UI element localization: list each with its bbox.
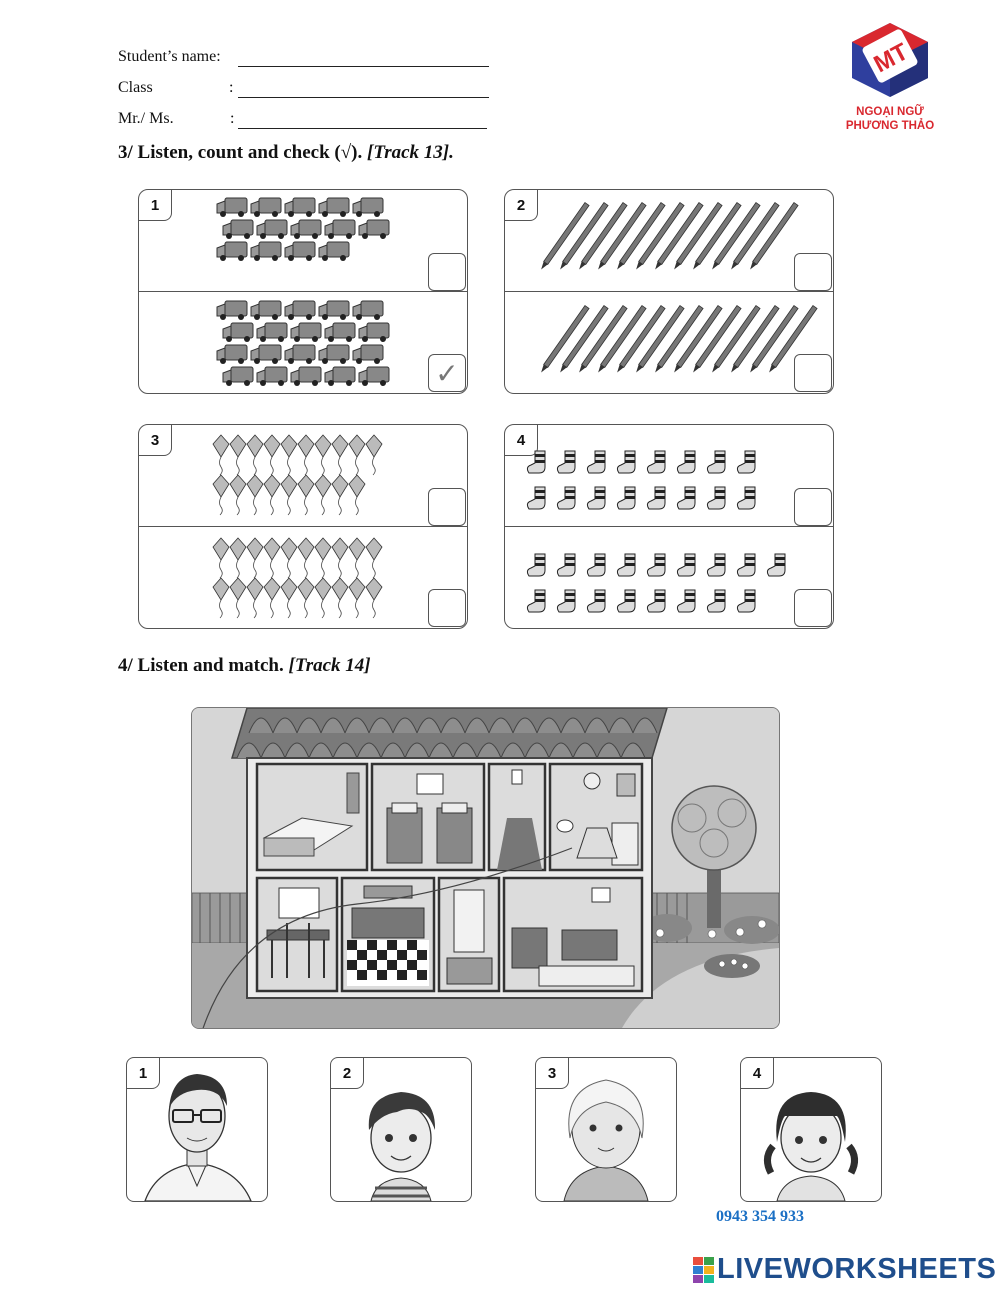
truck-item bbox=[353, 198, 383, 217]
kite-item bbox=[349, 538, 365, 578]
truck-item bbox=[223, 367, 253, 386]
kite-item bbox=[315, 435, 331, 475]
check-box-bottom[interactable] bbox=[428, 589, 466, 627]
sock-item bbox=[527, 554, 545, 576]
truck-item bbox=[291, 323, 321, 342]
sock-item bbox=[707, 590, 725, 612]
truck-item bbox=[319, 242, 349, 261]
liveworksheets-brand[interactable] bbox=[693, 1253, 996, 1286]
truck-item bbox=[353, 345, 383, 364]
person-number: 2 bbox=[331, 1058, 364, 1089]
truck-item bbox=[257, 367, 287, 386]
truck-item bbox=[319, 198, 349, 217]
sock-item bbox=[707, 451, 725, 473]
truck-item bbox=[285, 301, 315, 320]
sock-item bbox=[587, 451, 605, 473]
kite-item bbox=[281, 475, 297, 515]
phone-number: 0943 354 933 bbox=[716, 1208, 804, 1225]
count-panel-3 bbox=[138, 424, 468, 629]
sock-item bbox=[737, 451, 755, 473]
sock-item bbox=[737, 554, 755, 576]
check-box-top[interactable] bbox=[428, 488, 466, 526]
pencil-group-top bbox=[505, 190, 833, 290]
sock-item bbox=[527, 451, 545, 473]
sock-item bbox=[617, 487, 635, 509]
truck-item bbox=[291, 220, 321, 239]
truck-item bbox=[291, 367, 321, 386]
truck-group-top bbox=[139, 190, 467, 290]
check-box-bottom[interactable] bbox=[794, 589, 832, 627]
count-panel-4 bbox=[504, 424, 834, 629]
kite-item bbox=[298, 578, 314, 618]
kite-item bbox=[230, 435, 246, 475]
kite-item bbox=[264, 435, 280, 475]
kite-item bbox=[332, 538, 348, 578]
class-line[interactable] bbox=[238, 83, 489, 98]
truck-item bbox=[217, 345, 247, 364]
check-box-top[interactable] bbox=[794, 488, 832, 526]
sock-item bbox=[647, 487, 665, 509]
sock-item bbox=[647, 590, 665, 612]
truck-item bbox=[251, 345, 281, 364]
sock-item bbox=[707, 487, 725, 509]
truck-item bbox=[353, 301, 383, 320]
kite-item bbox=[298, 475, 314, 515]
kite-item bbox=[366, 578, 382, 618]
boy-figure bbox=[331, 1058, 471, 1201]
kite-item bbox=[247, 475, 263, 515]
exercise4-track: [Track 14] bbox=[288, 655, 371, 676]
grandmother-figure bbox=[536, 1058, 676, 1201]
count-panel-1 bbox=[138, 189, 468, 394]
truck-item bbox=[217, 198, 247, 217]
truck-item bbox=[285, 198, 315, 217]
logo-mark: MT bbox=[869, 38, 913, 79]
sock-item bbox=[737, 590, 755, 612]
truck-item bbox=[325, 323, 355, 342]
kite-item bbox=[230, 475, 246, 515]
pencil-group-bottom bbox=[505, 293, 833, 393]
teacher-colon: : bbox=[230, 110, 235, 127]
truck-item bbox=[223, 220, 253, 239]
truck-group-bottom bbox=[139, 293, 467, 393]
panel-number: 3 bbox=[139, 425, 172, 456]
panel-number: 2 bbox=[505, 190, 538, 221]
sock-item bbox=[557, 590, 575, 612]
kite-item bbox=[332, 578, 348, 618]
sock-item bbox=[707, 554, 725, 576]
logo-cube-icon bbox=[840, 18, 940, 100]
sock-item bbox=[677, 487, 695, 509]
count-panel-2 bbox=[504, 189, 834, 394]
kite-item bbox=[332, 435, 348, 475]
sock-item bbox=[767, 554, 785, 576]
kite-item bbox=[230, 538, 246, 578]
student-name-label: Student’s name: bbox=[118, 48, 221, 65]
sock-item bbox=[647, 554, 665, 576]
truck-item bbox=[359, 323, 389, 342]
kite-item bbox=[315, 578, 331, 618]
truck-item bbox=[257, 323, 287, 342]
truck-item bbox=[319, 301, 349, 320]
truck-item bbox=[325, 367, 355, 386]
panel-number: 4 bbox=[505, 425, 538, 456]
person-number: 3 bbox=[536, 1058, 569, 1089]
kite-item bbox=[366, 538, 382, 578]
sock-item bbox=[617, 590, 635, 612]
girl-figure bbox=[741, 1058, 881, 1201]
truck-item bbox=[257, 220, 287, 239]
sock-group-top bbox=[505, 425, 833, 525]
kite-item bbox=[230, 578, 246, 618]
truck-item bbox=[285, 345, 315, 364]
kite-group-top bbox=[139, 425, 467, 525]
logo-line1: NGOẠI NGỮ bbox=[856, 106, 924, 118]
sock-item bbox=[677, 451, 695, 473]
sock-item bbox=[557, 487, 575, 509]
exercise4-title: 4/ Listen and match. [Track 14] bbox=[118, 655, 371, 676]
panel-number: 1 bbox=[139, 190, 172, 221]
truck-item bbox=[325, 220, 355, 239]
liveworksheets-logo-icon bbox=[693, 1255, 715, 1285]
kite-item bbox=[264, 538, 280, 578]
exercise3-track: [Track 13]. bbox=[367, 142, 454, 163]
kite-item bbox=[247, 435, 263, 475]
truck-item bbox=[319, 345, 349, 364]
sock-item bbox=[737, 487, 755, 509]
truck-item bbox=[251, 242, 281, 261]
class-label: Class bbox=[118, 79, 153, 96]
person-card-4[interactable] bbox=[740, 1057, 882, 1202]
sock-item bbox=[617, 451, 635, 473]
kite-item bbox=[281, 578, 297, 618]
kite-item bbox=[281, 538, 297, 578]
kite-item bbox=[349, 475, 365, 515]
truck-item bbox=[217, 242, 247, 261]
truck-item bbox=[251, 198, 281, 217]
truck-item bbox=[359, 367, 389, 386]
sock-item bbox=[587, 590, 605, 612]
check-box-bottom[interactable]: ✓ bbox=[428, 354, 466, 392]
kite-item bbox=[366, 435, 382, 475]
student-name-line[interactable] bbox=[238, 52, 489, 67]
kite-item bbox=[264, 578, 280, 618]
kite-item bbox=[213, 475, 229, 515]
teacher-line[interactable] bbox=[238, 114, 487, 129]
truck-item bbox=[223, 323, 253, 342]
person-number: 1 bbox=[127, 1058, 160, 1089]
sock-group-bottom bbox=[505, 528, 833, 628]
class-colon: : bbox=[229, 79, 234, 96]
person-card-1[interactable] bbox=[126, 1057, 268, 1202]
kite-group-bottom bbox=[139, 528, 467, 628]
teacher-label: Mr./ Ms. bbox=[118, 110, 174, 127]
father-figure bbox=[127, 1058, 267, 1201]
kite-item bbox=[264, 475, 280, 515]
liveworksheets-wordmark: LIVEWORKSHEETS bbox=[717, 1253, 997, 1285]
kite-item bbox=[247, 578, 263, 618]
sock-item bbox=[557, 451, 575, 473]
truck-item bbox=[251, 301, 281, 320]
kite-item bbox=[298, 435, 314, 475]
sock-item bbox=[527, 590, 545, 612]
sock-item bbox=[587, 487, 605, 509]
kite-item bbox=[315, 475, 331, 515]
sock-item bbox=[527, 487, 545, 509]
kite-item bbox=[247, 538, 263, 578]
sock-item bbox=[587, 554, 605, 576]
truck-item bbox=[285, 242, 315, 261]
check-box-top[interactable] bbox=[428, 253, 466, 291]
kite-item bbox=[213, 538, 229, 578]
sock-item bbox=[647, 451, 665, 473]
logo-line2: PHƯƠNG THẢO bbox=[845, 120, 935, 132]
kite-item bbox=[298, 538, 314, 578]
person-card-2[interactable] bbox=[330, 1057, 472, 1202]
school-logo bbox=[840, 18, 940, 133]
person-card-3[interactable] bbox=[535, 1057, 677, 1202]
person-number: 4 bbox=[741, 1058, 774, 1089]
sock-item bbox=[677, 590, 695, 612]
sock-item bbox=[617, 554, 635, 576]
kite-item bbox=[349, 578, 365, 618]
sock-item bbox=[557, 554, 575, 576]
kite-item bbox=[332, 475, 348, 515]
check-box-bottom[interactable] bbox=[794, 354, 832, 392]
house-illustration bbox=[191, 707, 780, 1029]
sock-item bbox=[677, 554, 695, 576]
kite-item bbox=[349, 435, 365, 475]
truck-item bbox=[359, 220, 389, 239]
kite-item bbox=[315, 538, 331, 578]
kite-item bbox=[213, 435, 229, 475]
kite-item bbox=[281, 435, 297, 475]
truck-item bbox=[217, 301, 247, 320]
exercise3-title: 3/ Listen, count and check (√). [Track 13]. bbox=[118, 142, 454, 163]
check-box-top[interactable] bbox=[794, 253, 832, 291]
kite-item bbox=[213, 578, 229, 618]
